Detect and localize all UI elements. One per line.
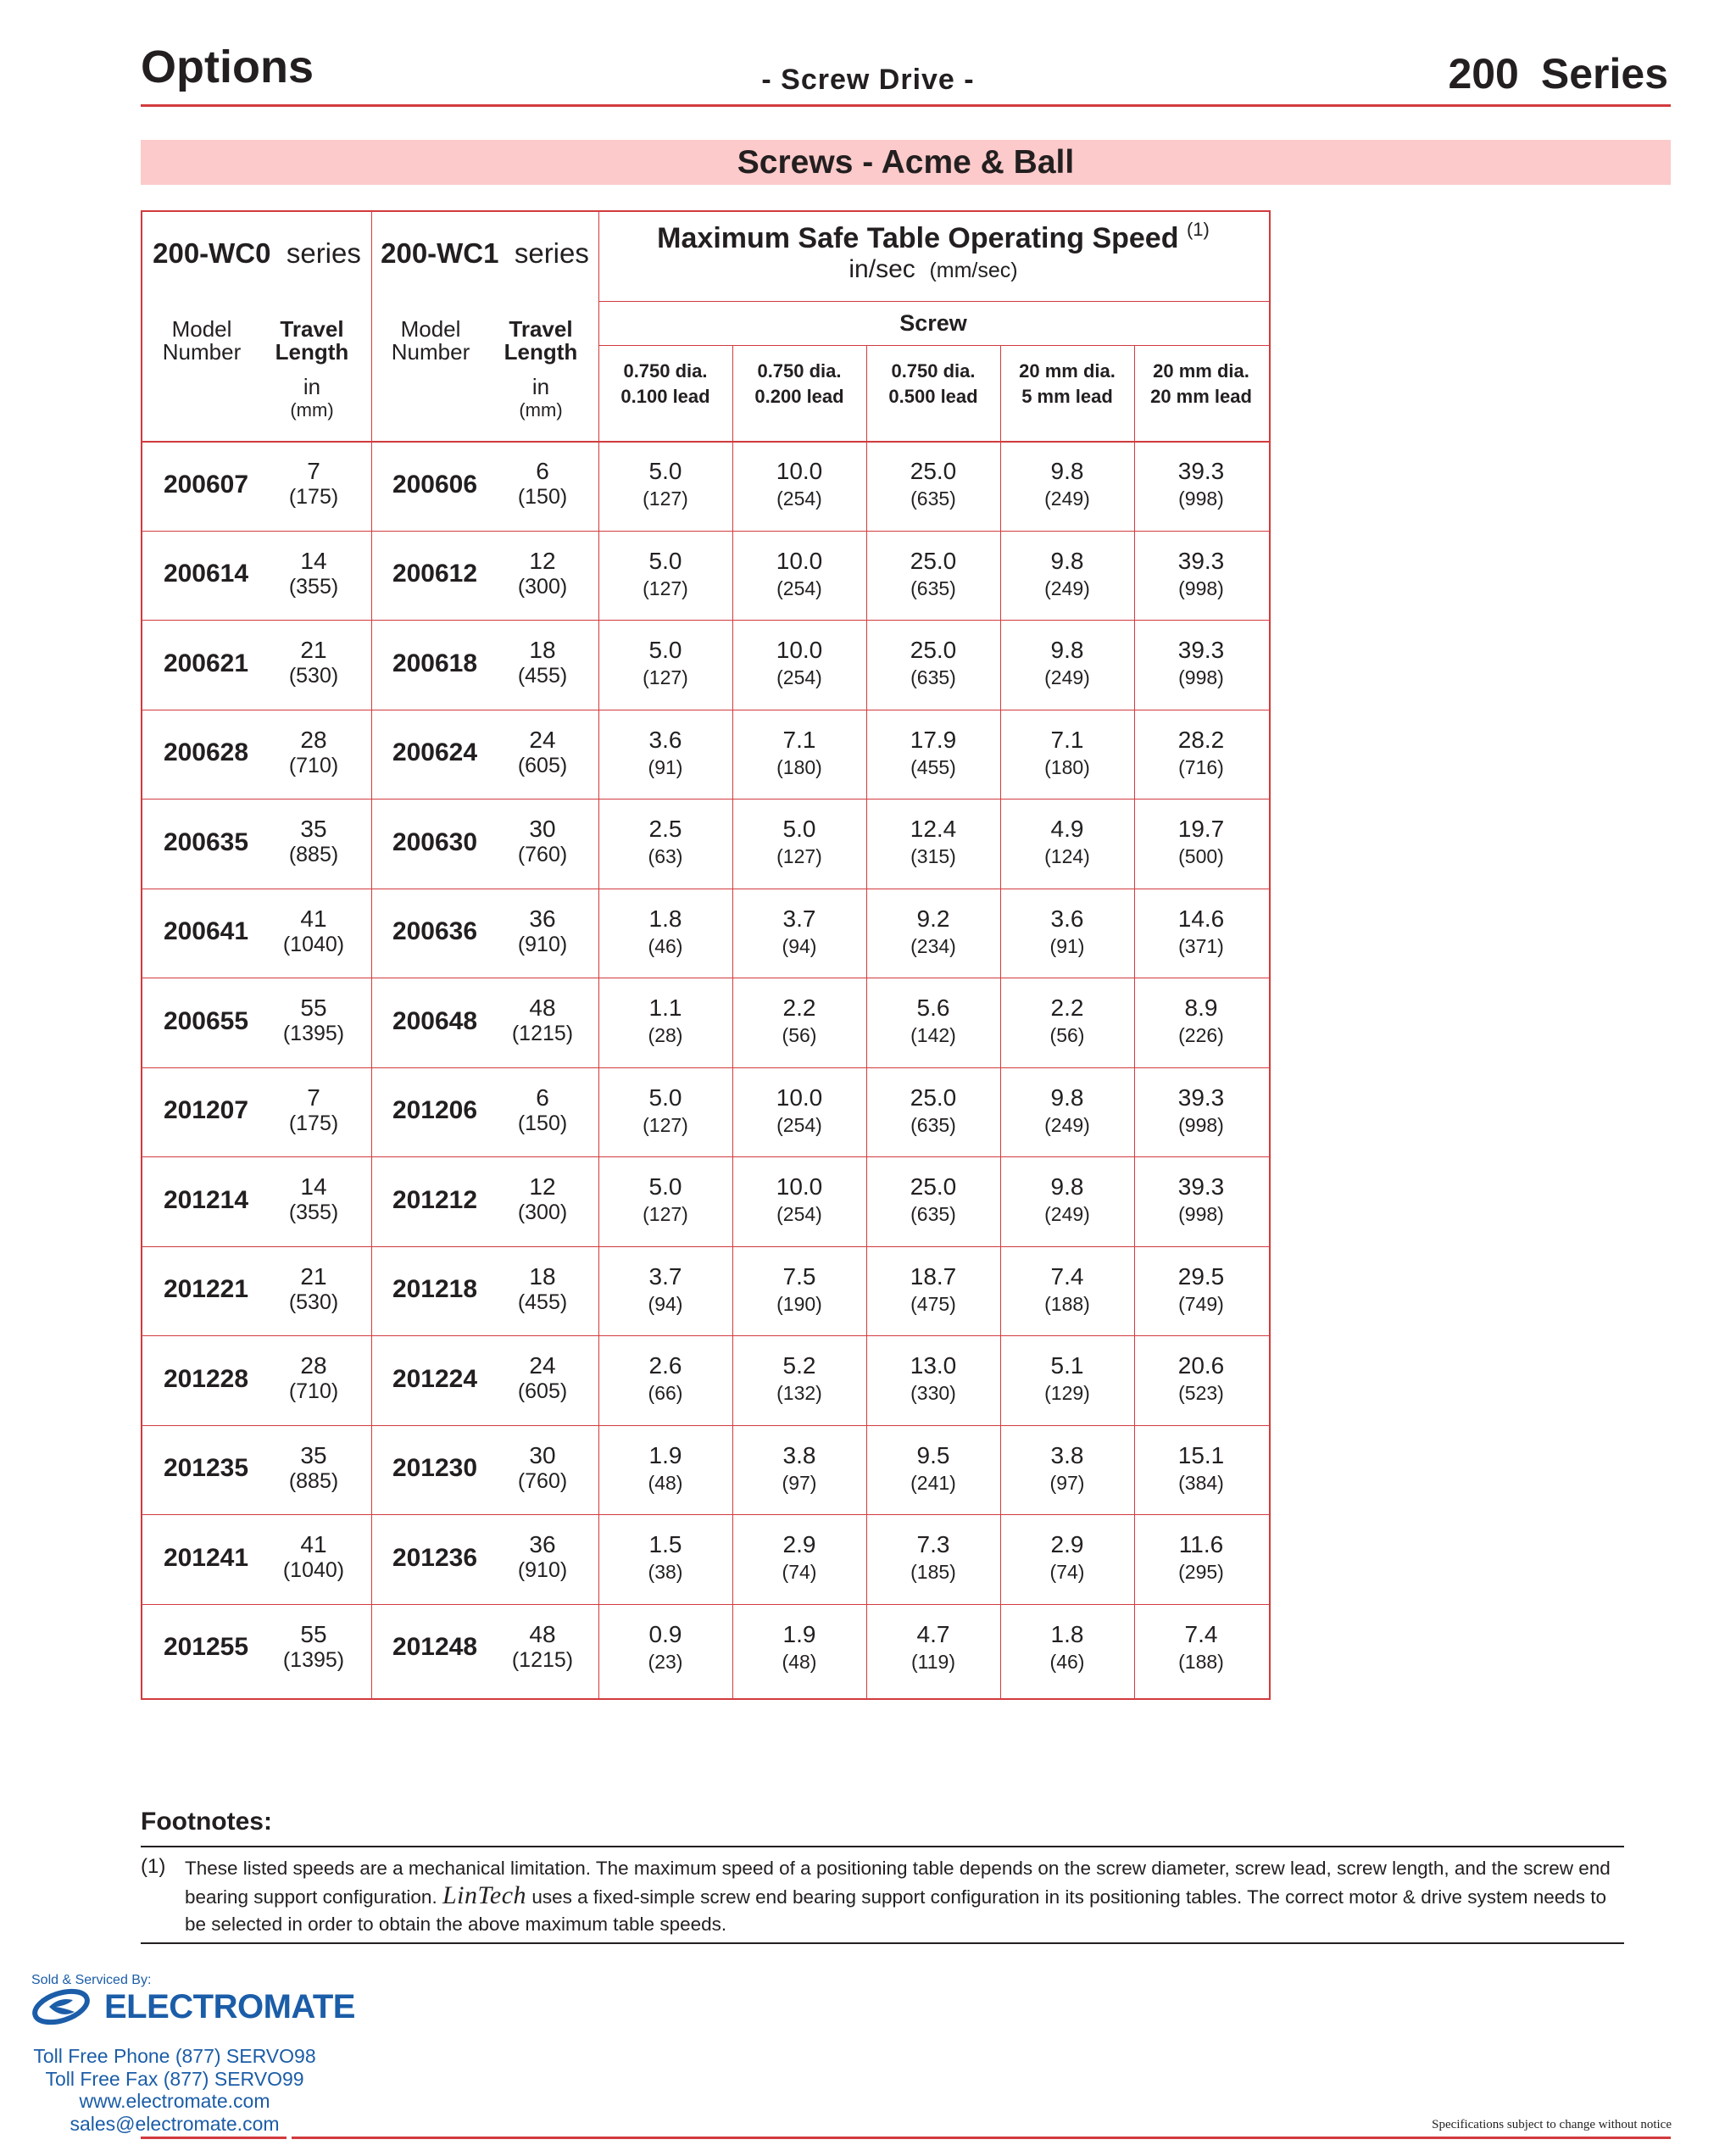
speed-value: 1.9 (48) (782, 1620, 817, 1673)
disclaimer: Specifications subject to change without notice (1432, 2118, 1672, 2131)
speed-value: 14.6 (371) (1177, 905, 1225, 957)
row-divider (598, 345, 1269, 346)
page-title: Options (141, 42, 314, 92)
footnote-number: (1) (141, 1855, 166, 1878)
speed-value: 1.8 (46) (648, 905, 683, 957)
speed-header-title: Maximum Safe Table Operating Speed (657, 222, 1179, 254)
screw-column-header: 0.750 dia. 0.200 lead (754, 360, 844, 407)
speed-value: 5.0 (127) (643, 1173, 688, 1225)
speed-value: 10.0 (254) (776, 637, 823, 688)
series-a-header: 200-WC0 series (153, 237, 361, 269)
speed-value: 0.9 (23) (648, 1620, 683, 1673)
row-divider (142, 1246, 1269, 1247)
travel-length: 55 (1395) (282, 1620, 345, 1672)
speed-value: 4.7 (119) (911, 1620, 955, 1673)
travel-length: 24 (605) (517, 1352, 568, 1403)
speed-value: 39.3 (998) (1177, 1084, 1225, 1136)
footnote-ref: (1) (1186, 219, 1210, 240)
travel-length-header-a: Travel Length in (mm) (275, 316, 349, 421)
speed-value: 3.6 (91) (1049, 905, 1085, 957)
speed-value: 1.8 (46) (1049, 1620, 1085, 1673)
travel-length: 18 (455) (517, 637, 568, 688)
dealer-phone: Toll Free Phone (877) SERVO98 (33, 2045, 316, 2067)
dealer-contact (17, 2045, 332, 2135)
speed-value: 5.0 (127) (643, 458, 688, 510)
speed-value: 11.6 (295) (1178, 1531, 1224, 1583)
model-number: 200655 (163, 1006, 249, 1035)
travel-length: 55 (1395) (282, 994, 345, 1045)
dealer-email-link[interactable]: sales@electromate.com (70, 2112, 280, 2135)
speed-value: 20.6 (523) (1177, 1352, 1225, 1404)
speed-value: 2.9 (74) (782, 1531, 817, 1583)
footnotes-rule-top (141, 1846, 1624, 1847)
row-divider (142, 1604, 1269, 1605)
electromate-logo-text: ELECTROMATE (104, 1988, 355, 2025)
row-divider (142, 1514, 1269, 1515)
speed-value: 10.0 (254) (776, 458, 823, 510)
footnotes-title: Footnotes: (141, 1808, 272, 1836)
travel-length: 7 (175) (288, 458, 339, 509)
travel-length: 48 (1215) (511, 1620, 574, 1672)
series-b-header: 200-WC1 series (381, 237, 589, 269)
travel-length: 21 (530) (288, 1262, 339, 1314)
model-number: 201221 (163, 1275, 249, 1304)
screw-column-header: 20 mm dia. 20 mm lead (1150, 360, 1252, 407)
speed-value: 1.5 (38) (648, 1531, 683, 1583)
travel-length: 6 (150) (517, 458, 568, 509)
model-number: 201241 (163, 1543, 249, 1572)
series-number: 200 (1448, 50, 1519, 98)
travel-length: 12 (300) (517, 1173, 568, 1224)
speed-value: 7.5 (190) (776, 1262, 822, 1315)
travel-length: 36 (910) (517, 1531, 568, 1582)
model-number: 201212 (392, 1185, 478, 1214)
column-divider (371, 212, 372, 1698)
travel-length: 30 (760) (517, 1441, 568, 1493)
speed-value: 18.7 (475) (910, 1262, 957, 1315)
row-divider (142, 799, 1269, 800)
speed-value: 2.6 (66) (648, 1352, 683, 1404)
model-number: 200624 (392, 738, 478, 767)
travel-length: 21 (530) (288, 637, 339, 688)
model-number-header-b: Model Number (391, 316, 470, 365)
speed-value: 25.0 (635) (910, 637, 957, 688)
speed-value: 28.2 (716) (1177, 726, 1225, 778)
speed-value: 5.1 (129) (1044, 1352, 1090, 1404)
model-number: 200635 (163, 827, 249, 856)
travel-length: 24 (605) (517, 726, 568, 777)
speed-value: 9.8 (249) (1044, 1084, 1090, 1136)
speed-value: 13.0 (330) (910, 1352, 957, 1404)
speed-value: 25.0 (635) (910, 1173, 957, 1225)
speed-value: 12.4 (315) (910, 816, 957, 867)
speed-value: 8.9 (226) (1178, 994, 1224, 1046)
model-number: 201218 (392, 1275, 478, 1304)
speed-value: 39.3 (998) (1177, 458, 1225, 510)
speed-unit-mm: (mm/sec) (929, 259, 1018, 282)
travel-length: 7 (175) (288, 1084, 339, 1135)
speed-value: 10.0 (254) (776, 1173, 823, 1225)
speed-table (141, 210, 1271, 1700)
row-divider (142, 1425, 1269, 1426)
model-number: 200641 (163, 917, 249, 946)
speed-value: 3.7 (94) (648, 1262, 683, 1315)
travel-length: 12 (300) (517, 547, 568, 599)
model-number: 200612 (392, 560, 478, 588)
lintech-brand: LinTech (442, 1881, 527, 1909)
speed-value: 39.3 (998) (1177, 637, 1225, 688)
model-number: 200648 (392, 1006, 478, 1035)
speed-value: 5.0 (127) (643, 547, 688, 599)
speed-value: 7.4 (188) (1044, 1262, 1090, 1315)
series-label (1448, 49, 1668, 98)
model-number: 200606 (392, 470, 478, 499)
speed-value: 7.3 (185) (910, 1531, 956, 1583)
speed-value: 5.6 (142) (910, 994, 956, 1046)
speed-value: 1.9 (48) (648, 1441, 683, 1494)
speed-value: 39.3 (998) (1177, 547, 1225, 599)
speed-value: 2.2 (56) (1049, 994, 1085, 1046)
screw-column-header: 0.750 dia. 0.500 lead (888, 360, 978, 407)
travel-length: 28 (710) (288, 726, 339, 777)
section-title: Screws - Acme & Ball (141, 140, 1671, 185)
model-number: 201207 (163, 1096, 249, 1125)
speed-value: 19.7 (500) (1177, 816, 1225, 867)
footnotes-rule-bottom (141, 1942, 1624, 1944)
speed-value: 9.8 (249) (1044, 547, 1090, 599)
travel-length: 41 (1040) (282, 1531, 345, 1582)
speed-value: 25.0 (635) (910, 547, 957, 599)
footer-rule (292, 2137, 1671, 2139)
model-number: 201248 (392, 1633, 478, 1662)
model-number: 201230 (392, 1454, 478, 1483)
travel-length: 14 (355) (288, 547, 339, 599)
model-number-header-a: Model Number (162, 316, 242, 365)
model-number: 201236 (392, 1543, 478, 1572)
model-number: 201206 (392, 1096, 478, 1125)
model-number: 201224 (392, 1364, 478, 1393)
travel-length: 14 (355) (288, 1173, 339, 1224)
speed-value: 2.5 (63) (648, 816, 683, 867)
speed-value: 9.8 (249) (1044, 637, 1090, 688)
travel-length: 41 (1040) (282, 905, 345, 956)
row-divider (142, 1067, 1269, 1068)
model-number: 200628 (163, 738, 249, 767)
travel-length-header-b: Travel Length in (mm) (504, 316, 578, 421)
dealer-website-link[interactable]: www.electromate.com (79, 2090, 270, 2112)
model-number: 200636 (392, 917, 478, 946)
speed-value: 39.3 (998) (1177, 1173, 1225, 1225)
speed-value: 15.1 (384) (1177, 1441, 1225, 1494)
speed-value: 25.0 (635) (910, 1084, 957, 1136)
header-divider (142, 441, 1269, 443)
speed-value: 9.5 (241) (910, 1441, 956, 1494)
model-number: 201228 (163, 1364, 249, 1393)
series-word: Series (1540, 50, 1668, 98)
speed-value: 3.8 (97) (1049, 1441, 1085, 1494)
model-number: 200614 (163, 560, 249, 588)
model-number: 201255 (163, 1633, 249, 1662)
travel-length: 30 (760) (517, 816, 568, 866)
row-divider (142, 620, 1269, 621)
speed-value: 9.8 (249) (1044, 1173, 1090, 1225)
speed-value: 4.9 (124) (1044, 816, 1090, 867)
speed-value: 3.7 (94) (782, 905, 817, 957)
speed-value: 5.2 (132) (776, 1352, 822, 1404)
model-number: 200618 (392, 649, 478, 677)
speed-value: 7.1 (180) (776, 726, 822, 778)
model-number: 200630 (392, 827, 478, 856)
travel-length: 18 (455) (517, 1262, 568, 1314)
row-divider (598, 301, 1269, 302)
screw-column-header: 20 mm dia. 5 mm lead (1019, 360, 1116, 407)
speed-value: 5.0 (127) (776, 816, 822, 867)
travel-length: 6 (150) (517, 1084, 568, 1135)
speed-value: 10.0 (254) (776, 1084, 823, 1136)
speed-value: 3.6 (91) (648, 726, 683, 778)
speed-value: 2.2 (56) (782, 994, 817, 1046)
speed-header (598, 219, 1268, 284)
speed-value: 10.0 (254) (776, 547, 823, 599)
screw-column-header: 0.750 dia. 0.100 lead (620, 360, 710, 407)
travel-length: 28 (710) (288, 1352, 339, 1403)
speed-value: 9.2 (234) (910, 905, 956, 957)
model-number: 201235 (163, 1454, 249, 1483)
travel-length: 35 (885) (288, 816, 339, 866)
model-number: 201214 (163, 1185, 249, 1214)
speed-unit: in/sec (849, 255, 915, 283)
screw-header: Screw (899, 310, 967, 336)
row-divider (142, 1156, 1269, 1157)
electromate-logo-icon (31, 1986, 98, 2030)
travel-length: 48 (1215) (511, 994, 574, 1045)
speed-value: 17.9 (455) (910, 726, 957, 778)
speed-value: 2.9 (74) (1049, 1531, 1085, 1583)
speed-value: 29.5 (749) (1177, 1262, 1225, 1315)
travel-length: 35 (885) (288, 1441, 339, 1493)
row-divider (142, 531, 1269, 532)
sold-serviced-label: Sold & Serviced By: (31, 1973, 152, 1987)
speed-value: 3.8 (97) (782, 1441, 817, 1494)
speed-value: 25.0 (635) (910, 458, 957, 510)
page-subtitle: - Screw Drive - (761, 64, 975, 96)
header-rule (141, 104, 1671, 107)
travel-length: 36 (910) (517, 905, 568, 956)
speed-value: 5.0 (127) (643, 1084, 688, 1136)
row-divider (142, 1335, 1269, 1336)
model-number: 200607 (163, 470, 249, 499)
speed-value: 1.1 (28) (648, 994, 683, 1046)
speed-value: 9.8 (249) (1044, 458, 1090, 510)
speed-value: 7.4 (188) (1178, 1620, 1224, 1673)
speed-value: 7.1 (180) (1044, 726, 1090, 778)
speed-value: 5.0 (127) (643, 637, 688, 688)
footnote-text: These listed speeds are a mechanical limitation. The maximum speed of a positioning table depends on the screw diameter, screw lead, screw length, and the screw end bearing support configuration. LinTech uses a fixed-simple screw end bearing support configuration in its positioning tables. The correct motor & drive system needs to be selected in order to obtain the above maximum table speeds. (185, 1858, 1611, 1935)
model-number: 200621 (163, 649, 249, 677)
dealer-fax: Toll Free Fax (877) SERVO99 (45, 2067, 304, 2090)
footer-rule (141, 2137, 287, 2139)
